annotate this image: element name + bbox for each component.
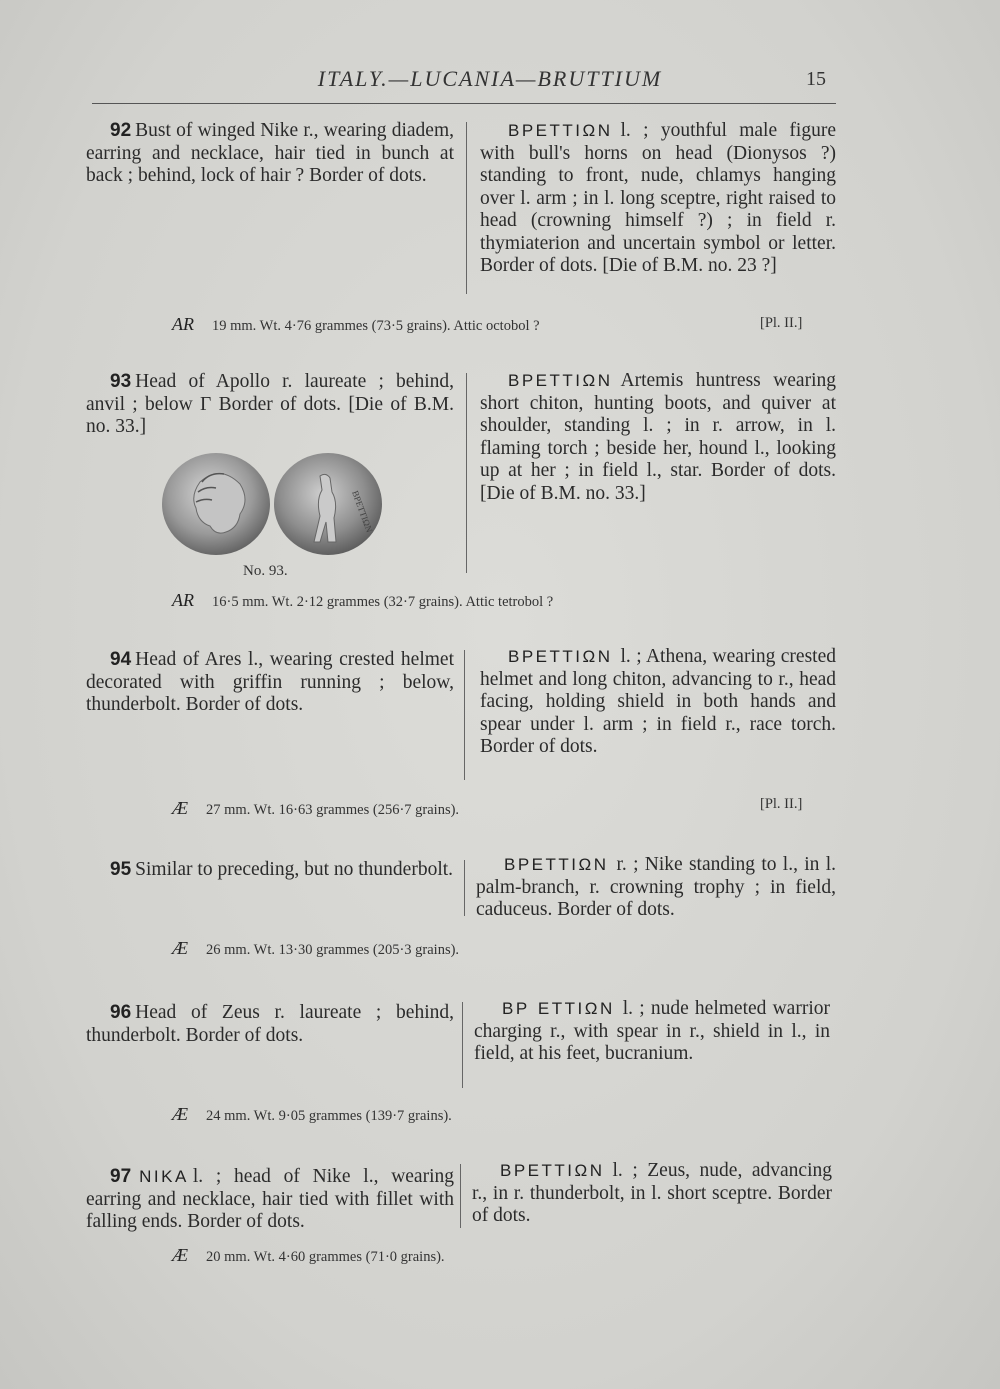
running-header: ITALY.—LUCANIA—BRUTTIUM bbox=[317, 66, 663, 91]
page-number: 15 bbox=[806, 68, 826, 90]
header-rule bbox=[92, 103, 836, 104]
coin-photographs bbox=[160, 452, 390, 560]
coin-legend: BP ETTIΩN bbox=[502, 999, 615, 1018]
reverse-description bbox=[480, 370, 836, 505]
metrics-text: 19 mm. Wt. 4·76 grammes (73·5 grains). Attic octobol ? bbox=[212, 318, 540, 334]
coin-metrics bbox=[172, 1245, 445, 1266]
metal-symbol: AR bbox=[172, 590, 194, 610]
obverse-legend: NIKA bbox=[139, 1167, 189, 1186]
metal-symbol: Æ bbox=[172, 938, 189, 958]
obverse-description bbox=[86, 1002, 454, 1047]
entry-number: 92 bbox=[110, 120, 132, 141]
reverse-text: Artemis huntress wearing short chiton, hunting boots, and quiver at shoulder, standing l. ; in r. arrow, in l. flaming torch ; beside her, hound l., looking up at her ; in field l., star. Border of dots. [Die of B.M. no. 33.] bbox=[480, 370, 836, 504]
obverse-text: Head of Ares l., wearing crested helmet decorated with griffin running ; below, thunderbolt. Border of dots. bbox=[86, 649, 454, 715]
reverse-description bbox=[472, 1160, 832, 1228]
coin-metrics bbox=[172, 590, 553, 611]
obverse-text: l. ; head of Nike l., wearing earring and necklace, hair tied with fillet with falling ends. Border of dots. bbox=[86, 1166, 454, 1232]
obverse-description bbox=[86, 859, 454, 882]
coin-metrics bbox=[172, 1104, 452, 1125]
column-divider bbox=[464, 650, 465, 780]
metal-symbol: AR bbox=[172, 314, 194, 334]
reverse-text: l. ; Zeus, nude, advancing r., in r. thunderbolt, in l. short sceptre. Border of dots. bbox=[472, 1160, 832, 1226]
reverse-description bbox=[480, 646, 836, 759]
svg-text:BPETTIΩN: BPETTIΩN bbox=[350, 489, 375, 534]
plate-reference: [Pl. II.] bbox=[760, 315, 803, 331]
obverse-description bbox=[86, 371, 454, 439]
entry-number: 96 bbox=[110, 1002, 132, 1023]
metal-symbol: Æ bbox=[172, 1104, 189, 1124]
coin-reverse-image bbox=[274, 453, 382, 555]
obverse-description bbox=[86, 120, 454, 188]
metrics-text: 16·5 mm. Wt. 2·12 grammes (32·7 grains). Attic tetrobol ? bbox=[212, 594, 554, 610]
column-divider bbox=[460, 1164, 461, 1228]
entry-number: 93 bbox=[110, 371, 132, 392]
coin-photo-caption: No. 93. bbox=[243, 563, 288, 579]
obverse-text: Bust of winged Nike r., wearing diadem, earring and necklace, hair tied in bunch at back ; behind, lock of hair ? Border of dots. bbox=[86, 120, 454, 186]
metrics-text: 20 mm. Wt. 4·60 grammes (71·0 grains). bbox=[206, 1249, 445, 1265]
metal-symbol: Æ bbox=[172, 798, 189, 818]
reverse-text: r. ; Nike standing to l., in l. palm-branch, r. crowning trophy ; in field, caduceus. Border of dots. bbox=[476, 854, 836, 920]
plate-reference: [Pl. II.] bbox=[760, 796, 803, 812]
coin-metrics bbox=[172, 938, 459, 959]
entry-number: 94 bbox=[110, 649, 132, 670]
column-divider bbox=[462, 1002, 463, 1088]
metrics-text: 26 mm. Wt. 13·30 grammes (205·3 grains). bbox=[206, 942, 460, 958]
coin-legend: BPETTIΩN bbox=[508, 371, 613, 390]
reverse-text: l. ; Athena, wearing crested helmet and long chiton, advancing to r., head facing, holding shield in both hands and spear under l. arm ; in field r., race torch. Border of dots. bbox=[480, 646, 836, 757]
coin-legend: BPETTIΩN bbox=[508, 647, 613, 666]
obverse-text: Similar to preceding, but no thunderbolt. bbox=[135, 859, 454, 880]
column-divider bbox=[466, 122, 467, 294]
coin-legend: BPETTIΩN bbox=[504, 855, 609, 874]
obverse-text: Head of Zeus r. laureate ; behind, thunderbolt. Border of dots. bbox=[86, 1002, 454, 1046]
obverse-description bbox=[86, 649, 454, 717]
reverse-description bbox=[476, 854, 836, 922]
column-divider bbox=[466, 373, 467, 573]
entry-number: 95 bbox=[110, 859, 132, 880]
reverse-description bbox=[480, 120, 836, 278]
column-divider bbox=[464, 860, 465, 916]
coin-metrics bbox=[172, 314, 540, 335]
metrics-text: 24 mm. Wt. 9·05 grammes (139·7 grains). bbox=[206, 1108, 452, 1124]
coin-metrics bbox=[172, 798, 459, 819]
reverse-text: l. ; nude helmeted warrior charging r., with spear in r., shield in l., in field, at his feet, bucranium. bbox=[474, 998, 830, 1064]
entry-number: 97 bbox=[110, 1166, 132, 1187]
obverse-text: Head of Apollo r. laureate ; behind, anvil ; below Γ Border of dots. [Die of B.M. no. 33.] bbox=[86, 371, 454, 437]
coin-legend: BPETTIΩN bbox=[500, 1161, 605, 1180]
metal-symbol: Æ bbox=[172, 1245, 189, 1265]
coin-legend: BPETTIΩN bbox=[508, 121, 613, 140]
metrics-text: 27 mm. Wt. 16·63 grammes (256·7 grains). bbox=[206, 802, 460, 818]
reverse-description bbox=[474, 998, 830, 1066]
reverse-text: l. ; youthful male figure with bull's horns on head (Dionysos ?) standing to front, nude, chlamys hanging over l. arm ; in l. long sceptre, right raised to head (crowning himself ?) ; in field r. thymiaterion and uncertain symbol or letter. Border of dots. [Die of B.M. no. 23 ?] bbox=[480, 120, 836, 276]
coin-obverse-image bbox=[162, 453, 270, 555]
obverse-description bbox=[86, 1166, 454, 1234]
